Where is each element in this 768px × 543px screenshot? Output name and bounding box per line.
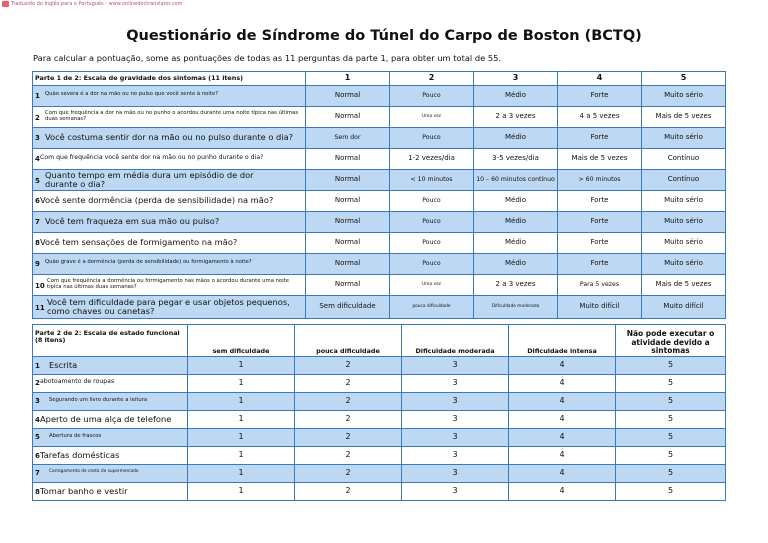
- table-row: [33, 465, 726, 483]
- score-option[interactable]: 2: [295, 429, 402, 447]
- question-cell: [33, 86, 306, 107]
- answer-option[interactable]: Sem dor: [306, 128, 390, 149]
- answer-option[interactable]: Uma vez: [390, 275, 474, 296]
- answer-option[interactable]: Médio: [474, 233, 558, 254]
- question-number: 4: [35, 154, 40, 163]
- activity-number: 7: [35, 469, 40, 478]
- part2-header: Parte 2 de 2: Escala de estado funcional (8 itens): [33, 325, 188, 357]
- activity-text: Escrita: [49, 359, 78, 370]
- score-option[interactable]: 1: [188, 411, 295, 429]
- question-text: Você costuma sentir dor na mão ou no pulso durante o dia?: [45, 132, 294, 143]
- score-option[interactable]: 3: [402, 429, 509, 447]
- col-header-dificuldade-moderada: Dificuldade moderada: [402, 325, 509, 357]
- score-option[interactable]: 1: [188, 483, 295, 501]
- score-option[interactable]: 5: [616, 447, 726, 465]
- question-cell: [33, 212, 306, 233]
- activity-cell: [33, 465, 188, 483]
- answer-option[interactable]: Pouco: [390, 86, 474, 107]
- answer-option[interactable]: 1-2 vezes/dia: [390, 149, 474, 170]
- score-option[interactable]: 1: [188, 393, 295, 411]
- answer-option[interactable]: < 10 minutos: [390, 170, 474, 191]
- answer-option[interactable]: Mais de 5 vezes: [558, 149, 642, 170]
- answer-option[interactable]: > 60 minutos: [558, 170, 642, 191]
- answer-option[interactable]: Pouco: [390, 191, 474, 212]
- col-header-sem-dificuldade: sem dificuldade: [188, 325, 295, 357]
- activity-text: Segurando um livro durante a leitura: [49, 396, 148, 403]
- functional-status-table: [32, 324, 726, 501]
- activity-cell: [33, 483, 188, 501]
- question-text: Com que frequência você sente dor na mão ou no punho durante o dia?: [40, 153, 264, 161]
- score-option[interactable]: 2: [295, 393, 402, 411]
- answer-option[interactable]: Normal: [306, 254, 390, 275]
- activity-text: abotoamento de roupas: [40, 378, 115, 386]
- answer-option[interactable]: 2 a 3 vezes: [474, 275, 558, 296]
- answer-option[interactable]: Pouco: [390, 254, 474, 275]
- answer-option[interactable]: Forte: [558, 128, 642, 149]
- table-row: [33, 149, 726, 170]
- part1-header: Parte 1 de 2: Escala de gravidade dos sintomas (11 itens): [33, 72, 306, 86]
- score-option[interactable]: 2: [295, 447, 402, 465]
- question-cell: [33, 254, 306, 275]
- question-number: 7: [35, 218, 40, 227]
- activity-cell: [33, 357, 188, 375]
- answer-option[interactable]: 10 – 60 minutos contínuo: [474, 170, 558, 191]
- score-option[interactable]: 5: [616, 465, 726, 483]
- answer-option[interactable]: 3-5 vezes/dia: [474, 149, 558, 170]
- answer-option[interactable]: Dificuldade moderada: [474, 296, 558, 319]
- score-option[interactable]: 3: [402, 465, 509, 483]
- answer-option[interactable]: Normal: [306, 275, 390, 296]
- activity-number: 6: [35, 451, 40, 460]
- score-option[interactable]: 1: [188, 357, 295, 375]
- answer-option[interactable]: Contínuo: [642, 149, 726, 170]
- answer-option[interactable]: Normal: [306, 191, 390, 212]
- score-option[interactable]: 1: [188, 447, 295, 465]
- score-option[interactable]: 3: [402, 393, 509, 411]
- question-cell: [33, 191, 306, 212]
- activity-cell: [33, 375, 188, 393]
- table-row: [33, 107, 726, 128]
- score-option[interactable]: 5: [616, 411, 726, 429]
- col-header-nao-pode-executar: Não pode executar o atividade devido a sintomas: [616, 325, 726, 357]
- answer-option[interactable]: Médio: [474, 86, 558, 107]
- question-text: Você tem sensações de formigamento na mão?: [40, 237, 238, 248]
- table-row: [33, 483, 726, 501]
- activity-cell: [33, 429, 188, 447]
- score-option[interactable]: 3: [402, 447, 509, 465]
- activity-text: Tarefas domésticas: [40, 449, 120, 460]
- score-option[interactable]: 2: [295, 465, 402, 483]
- activity-number: 3: [35, 397, 40, 406]
- answer-option[interactable]: pouca dificuldade: [390, 296, 474, 319]
- answer-option[interactable]: Médio: [474, 128, 558, 149]
- question-text: Quanto tempo em média dura um episódio de dor durante o dia?: [45, 169, 254, 189]
- score-option[interactable]: 2: [295, 483, 402, 501]
- table-header-row: [33, 72, 726, 86]
- activity-cell: [33, 411, 188, 429]
- score-option[interactable]: 2: [295, 411, 402, 429]
- col-header-3: 3: [474, 72, 558, 86]
- answer-option[interactable]: Médio: [474, 191, 558, 212]
- answer-option[interactable]: Sem dificuldade: [306, 296, 390, 319]
- activity-text: Carregamento de cesta de supermercado: [49, 469, 139, 475]
- answer-option[interactable]: Normal: [306, 170, 390, 191]
- table-row: [33, 233, 726, 254]
- answer-option[interactable]: Para 5 vezes: [558, 275, 642, 296]
- table-row: [33, 212, 726, 233]
- answer-option[interactable]: Muito difícil: [558, 296, 642, 319]
- activity-cell: [33, 393, 188, 411]
- table-row: [33, 357, 726, 375]
- answer-option[interactable]: Normal: [306, 86, 390, 107]
- answer-option[interactable]: Contínuo: [642, 170, 726, 191]
- score-option[interactable]: 1: [188, 429, 295, 447]
- question-cell: [33, 170, 306, 191]
- severity-scale-table: [32, 71, 726, 319]
- activity-cell: [33, 447, 188, 465]
- table-row: [33, 429, 726, 447]
- activity-text: Abertura de frascos: [49, 432, 102, 439]
- score-option[interactable]: 3: [402, 483, 509, 501]
- question-cell: [33, 275, 306, 296]
- table-row: [33, 447, 726, 465]
- question-number: 1: [35, 91, 40, 100]
- question-number: 8: [35, 239, 40, 248]
- activity-number: 1: [35, 361, 40, 370]
- question-text: Você tem dificuldade para pegar e usar objetos pequenos, como chaves ou canetas?: [47, 296, 290, 316]
- score-option[interactable]: 5: [616, 375, 726, 393]
- answer-option[interactable]: Forte: [558, 254, 642, 275]
- table-row: [33, 86, 726, 107]
- answer-option[interactable]: Forte: [558, 86, 642, 107]
- activity-number: 8: [35, 487, 40, 496]
- activity-number: 4: [35, 415, 40, 424]
- answer-option[interactable]: Mais de 5 vezes: [642, 107, 726, 128]
- score-option[interactable]: 3: [402, 357, 509, 375]
- score-option[interactable]: 4: [509, 411, 616, 429]
- score-option[interactable]: 5: [616, 429, 726, 447]
- translator-note[interactable]: [2, 0, 182, 8]
- score-option[interactable]: 4: [509, 375, 616, 393]
- answer-option[interactable]: Forte: [558, 233, 642, 254]
- question-number: 9: [35, 259, 40, 268]
- answer-option[interactable]: Normal: [306, 149, 390, 170]
- question-number: 10: [35, 281, 45, 290]
- question-text: Quão severa é a dor na mão ou no pulso que você sente à noite?: [45, 91, 219, 98]
- score-option[interactable]: 4: [509, 447, 616, 465]
- question-text: Com que frequência a dor na mão ou no punho o acordou durante uma noite típica nas últimas duas semanas?: [45, 110, 299, 122]
- table-header-row: [33, 325, 726, 357]
- answer-option[interactable]: Muito sério: [642, 233, 726, 254]
- question-text: Com que frequência a dormência ou formigamento nas mãos o acordou durante uma noite típica nas últimas duas semanas?: [47, 278, 290, 290]
- col-header-1: 1: [306, 72, 390, 86]
- score-option[interactable]: 1: [188, 465, 295, 483]
- question-cell: [33, 128, 306, 149]
- answer-option[interactable]: Normal: [306, 107, 390, 128]
- score-option[interactable]: 4: [509, 393, 616, 411]
- answer-option[interactable]: Mais de 5 vezes: [642, 275, 726, 296]
- col-header-pouca-dificuldade: pouca dificuldade: [295, 325, 402, 357]
- answer-option[interactable]: Médio: [474, 254, 558, 275]
- score-option[interactable]: 4: [509, 357, 616, 375]
- score-option[interactable]: 1: [188, 375, 295, 393]
- answer-option[interactable]: Pouco: [390, 233, 474, 254]
- answer-option[interactable]: Uma vez: [390, 107, 474, 128]
- col-header-2: 2: [390, 72, 474, 86]
- answer-option[interactable]: Muito difícil: [642, 296, 726, 319]
- score-option[interactable]: 3: [402, 411, 509, 429]
- question-text: Você tem fraqueza em sua mão ou pulso?: [45, 216, 220, 227]
- answer-option[interactable]: Normal: [306, 212, 390, 233]
- table-row: [33, 254, 726, 275]
- score-option[interactable]: 4: [509, 429, 616, 447]
- col-header-dificuldade-intensa: Dificuldade intensa: [509, 325, 616, 357]
- col-header-5: 5: [642, 72, 726, 86]
- question-text: Você sente dormência (perda de sensibilidade) na mão?: [40, 195, 274, 206]
- answer-option[interactable]: Muito sério: [642, 86, 726, 107]
- answer-option[interactable]: Normal: [306, 233, 390, 254]
- score-option[interactable]: 5: [616, 357, 726, 375]
- answer-option[interactable]: Muito sério: [642, 212, 726, 233]
- question-cell: [33, 233, 306, 254]
- question-number: 11: [35, 303, 45, 312]
- answer-option[interactable]: Pouco: [390, 128, 474, 149]
- translator-note-text: Traduzido do Inglês para o Português - www.onlinedoctranslator.com: [11, 1, 183, 7]
- answer-option[interactable]: Forte: [558, 191, 642, 212]
- question-cell: [33, 149, 306, 170]
- question-cell: [33, 107, 306, 128]
- question-text: Quão grave é a dormência (perda de sensibilidade) ou formigamento à noite?: [45, 259, 252, 266]
- activity-number: 2: [35, 379, 40, 388]
- table-row: [33, 191, 726, 212]
- answer-option[interactable]: Muito sério: [642, 254, 726, 275]
- table-row: [33, 170, 726, 191]
- table-row: [33, 296, 726, 319]
- table-row: [33, 411, 726, 429]
- page-subtitle: Para calcular a pontuação, some as pontuações de todas as 11 perguntas da parte 1, para obter um total de 55.: [33, 53, 502, 63]
- translator-logo-icon: [2, 1, 9, 7]
- activity-text: Tomar banho e vestir: [40, 485, 128, 496]
- answer-option[interactable]: Muito sério: [642, 191, 726, 212]
- question-cell: [33, 296, 306, 319]
- score-option[interactable]: 2: [295, 375, 402, 393]
- question-number: 2: [35, 113, 40, 122]
- col-header-4: 4: [558, 72, 642, 86]
- table-row: [33, 128, 726, 149]
- answer-option[interactable]: Forte: [558, 212, 642, 233]
- score-option[interactable]: 5: [616, 393, 726, 411]
- answer-option[interactable]: Pouco: [390, 212, 474, 233]
- answer-option[interactable]: Muito sério: [642, 128, 726, 149]
- answer-option[interactable]: 4 a 5 vezes: [558, 107, 642, 128]
- score-option[interactable]: 5: [616, 483, 726, 501]
- activity-number: 5: [35, 433, 40, 442]
- question-number: 6: [35, 197, 40, 206]
- score-option[interactable]: 3: [402, 375, 509, 393]
- question-number: 5: [35, 176, 40, 185]
- score-option[interactable]: 4: [509, 483, 616, 501]
- answer-option[interactable]: 2 a 3 vezes: [474, 107, 558, 128]
- table-row: [33, 375, 726, 393]
- activity-text: Aperto de uma alça de telefone: [40, 413, 172, 424]
- answer-option[interactable]: Médio: [474, 212, 558, 233]
- table-row: [33, 393, 726, 411]
- score-option[interactable]: 4: [509, 465, 616, 483]
- table-row: [33, 275, 726, 296]
- question-number: 3: [35, 134, 40, 143]
- score-option[interactable]: 2: [295, 357, 402, 375]
- page-title: Questionário de Síndrome do Túnel do Carpo de Boston (BCTQ): [126, 28, 642, 44]
